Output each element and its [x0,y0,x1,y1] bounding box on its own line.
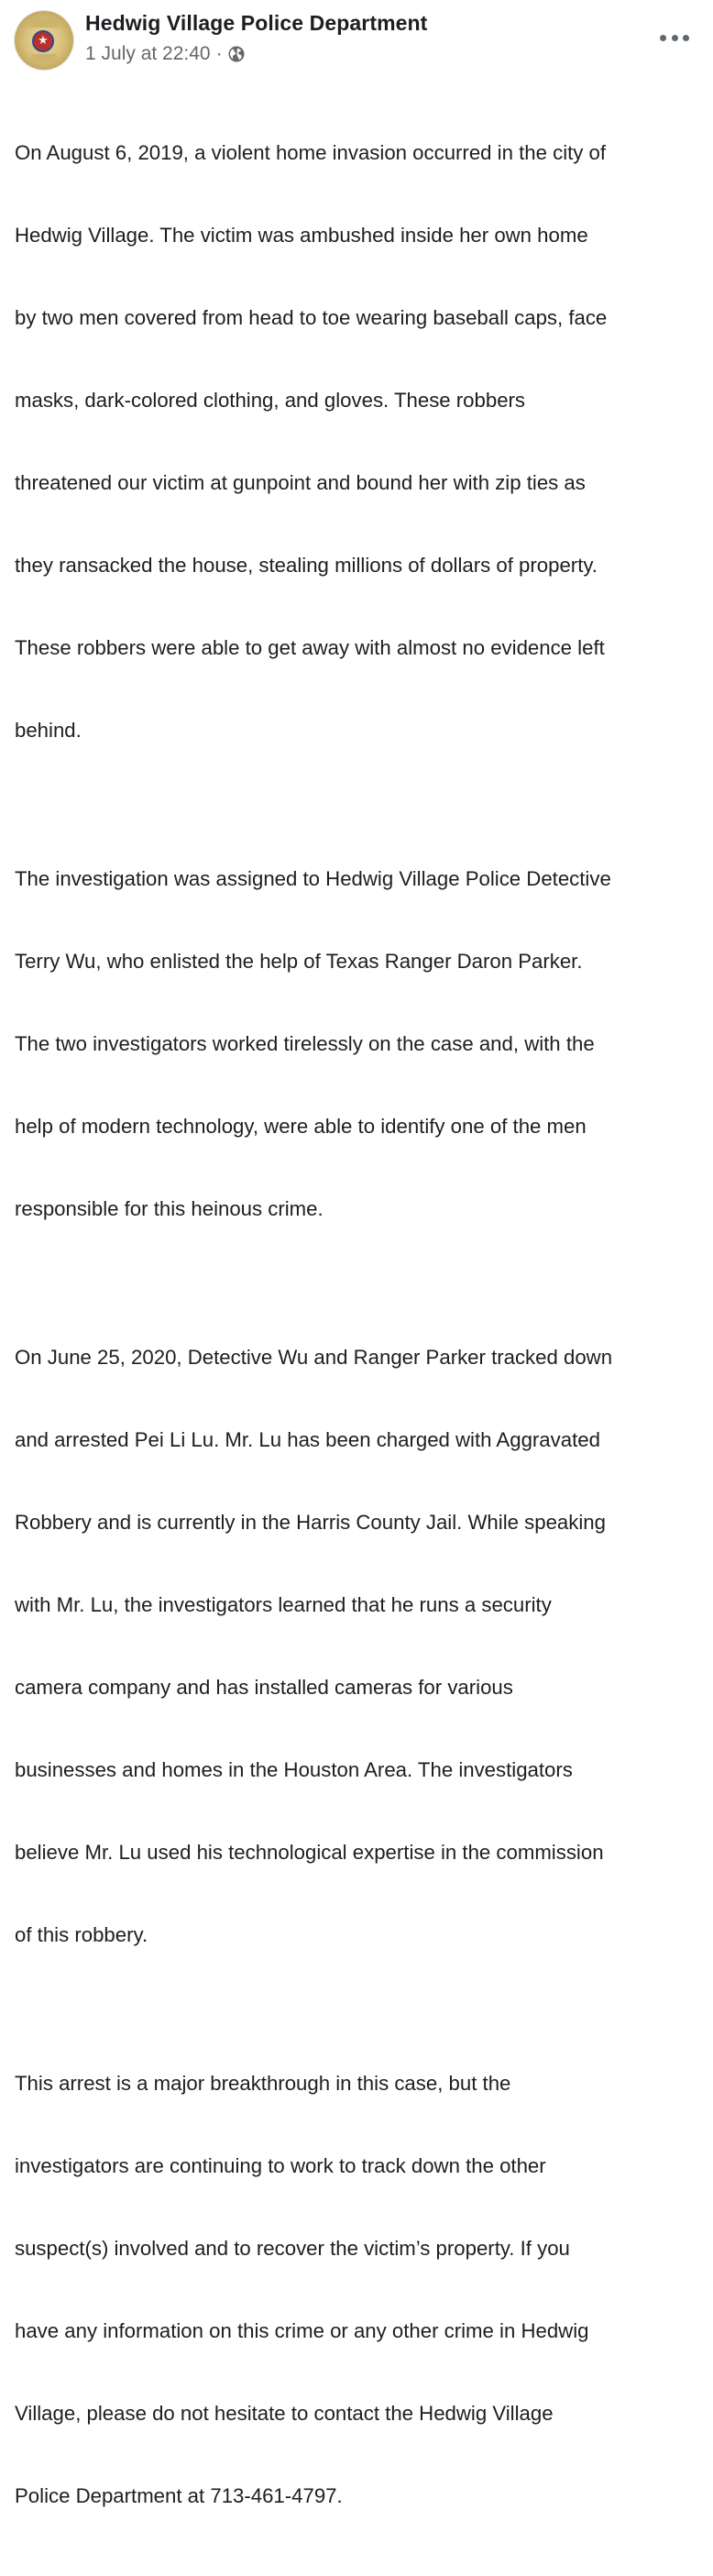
text-line: Village, please do not hesitate to contact the Hedwig Village [15,2402,554,2425]
more-options-button[interactable] [660,30,689,45]
text-line: threatened our victim at gunpoint and bound her with zip ties as [15,471,586,494]
text-line: believe Mr. Lu used his technological expertise in the commission [15,1841,604,1864]
badge-bottom-banner [31,54,57,61]
globe-icon[interactable] [228,46,245,62]
text-line: they ransacked the house, stealing millions of dollars of property. [15,554,598,577]
text-line: suspect(s) involved and to recover the victim’s property. If you [15,2237,570,2260]
text-line: with Mr. Lu, the investigators learned that he runs a security [15,1593,552,1616]
text-line: of this robbery. [15,1923,148,1946]
text-line: On August 6, 2019, a violent home invasion occurred in the city of [15,141,607,164]
badge-top-banner [27,18,60,28]
paragraph [15,84,704,799]
page-name-link[interactable]: Hedwig Village Police Department [85,11,428,35]
dot-icon [660,35,666,41]
text-line: Terry Wu, who enlisted the help of Texas Ranger Daron Parker. [15,950,583,973]
star-icon: ★ [38,33,49,47]
paragraph [15,1289,704,2004]
text-line: On June 25, 2020, Detective Wu and Ranger Parker tracked down [15,1346,613,1369]
text-line: investigators are continuing to work to track down the other [15,2154,546,2177]
post-meta [85,43,245,65]
post-body [15,84,704,2576]
page-avatar[interactable] [15,11,73,70]
text-line: businesses and homes in the Houston Area. The investigators [15,1758,573,1781]
meta-separator: · [215,43,223,64]
text-line: have any information on this crime or any other crime in Hedwig [15,2319,589,2342]
text-line: Hedwig Village. The victim was ambushed inside her own home [15,224,588,247]
text-line: This arrest is a major breakthrough in this case, but the [15,2072,511,2095]
paragraph [15,810,704,1278]
text-line: by two men covered from head to toe wearing baseball caps, face [15,306,608,329]
dot-icon [683,35,689,41]
text-line: masks, dark-colored clothing, and gloves. These robbers [15,389,526,412]
text-line: The investigation was assigned to Hedwig Village Police Detective [15,867,611,890]
text-line: The two investigators worked tirelessly on the case and, with the [15,1032,595,1055]
text-line: behind. [15,719,82,742]
text-line: and arrested Pei Li Lu. Mr. Lu has been charged with Aggravated [15,1428,600,1451]
text-line: help of modern technology, were able to identify one of the men [15,1115,587,1138]
text-line: Police Department at 713-461-4797. [15,2484,343,2507]
text-line: Robbery and is currently in the Harris County Jail. While speaking [15,1511,606,1534]
dot-icon [672,35,678,41]
post-header [0,0,713,83]
text-line: These robbers were able to get away with almost no evidence left [15,636,605,659]
paragraph [15,2015,704,2565]
text-line: responsible for this heinous crime. [15,1197,324,1220]
text-line: camera company and has installed cameras for various [15,1676,513,1699]
post-timestamp[interactable]: 1 July at 22:40 [85,43,211,64]
